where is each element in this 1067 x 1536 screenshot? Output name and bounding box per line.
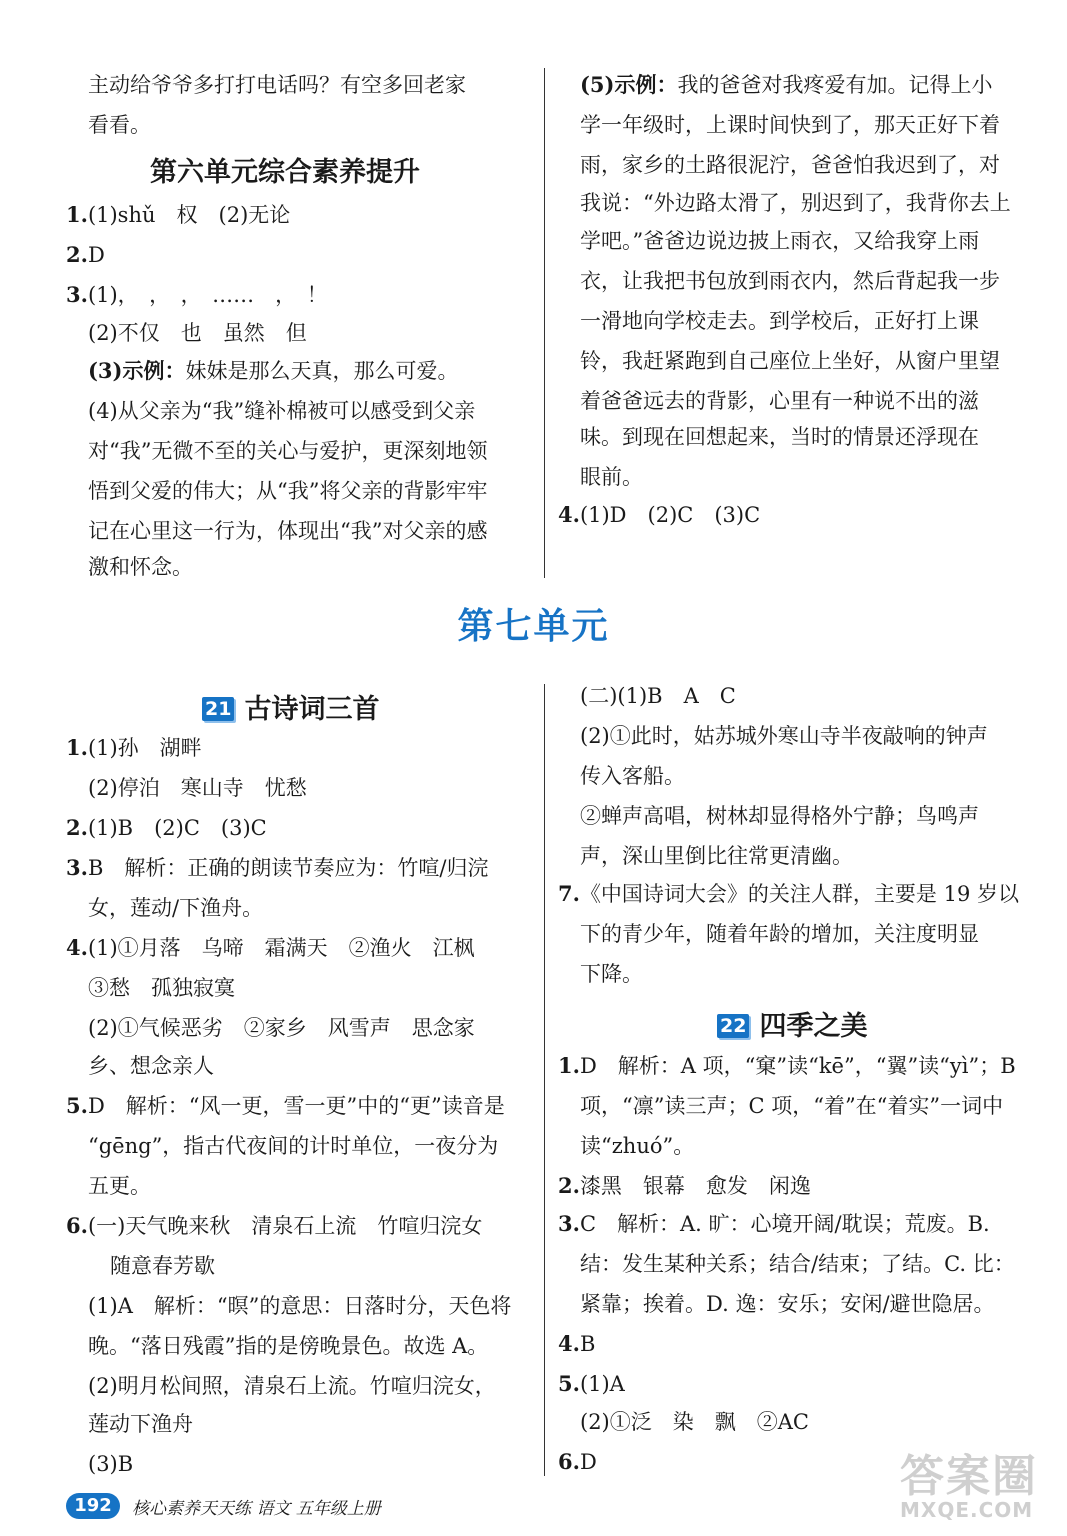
answer-line: (1)A 解析：“暝”的意思：日落时分，天色将 xyxy=(88,1294,512,1318)
item-text: C 解析：A. 旷：心境开阔/耽误；荒废。B. xyxy=(579,1212,990,1236)
page-number: 192 xyxy=(66,1493,120,1519)
item-number: 3. xyxy=(66,855,88,880)
lesson-number-badge: 22 xyxy=(717,1014,749,1038)
answer-line: 激和怀念。 xyxy=(88,555,193,579)
answer-line: (2)停泊 寒山寺 忧愁 xyxy=(88,776,307,800)
item-number: 1. xyxy=(66,202,88,227)
answer-line: (3)B xyxy=(88,1452,134,1476)
item-number: 1. xyxy=(558,1053,580,1078)
item-text: (一)天气晚来秋 清泉石上流 竹喧归浣女 xyxy=(87,1214,483,1238)
top-right-column xyxy=(558,70,1028,540)
answer-line: (4)从父亲为“我”缝补棉被可以感受到父亲 xyxy=(88,399,476,423)
answer-line: 铃，我赶紧跑到自己座位上坐好，从窗户里望 xyxy=(580,349,1000,373)
lesson-title: 古诗词三首 xyxy=(244,694,380,725)
answer-line xyxy=(66,1211,482,1241)
text-line: 看看。 xyxy=(88,113,151,137)
answer-line: 我说：“外边路太滑了，别迟到了，我背你去上 xyxy=(580,191,1011,215)
item-text: D xyxy=(579,1450,597,1474)
answer-line: “gēng”，指古代夜间的计时单位，一夜分为 xyxy=(88,1134,499,1158)
item-text: 《中国诗词大会》的关注人群，主要是 19 岁以 xyxy=(579,882,1020,906)
answer-line: 味。到现在回想起来，当时的情景还浮现在 xyxy=(580,425,979,449)
item-number: 6. xyxy=(558,1449,580,1474)
item-number: 4. xyxy=(558,1331,580,1356)
answer-line: 对“我”无微不至的关心与爱护，更深刻地领 xyxy=(88,439,488,463)
answer-line: 结：发生某种关系；结合/结束；了结。C. 比： xyxy=(580,1252,1015,1276)
item-number: 4. xyxy=(558,502,580,527)
item-text: B 解析：正确的朗读节奏应为：竹喧/归浣 xyxy=(87,856,489,880)
answer-line: 悟到父爱的伟大；从“我”将父亲的背影牢牢 xyxy=(88,479,488,503)
item-number: 5. xyxy=(558,1371,580,1396)
section-title: 第六单元综合素养提升 xyxy=(150,157,420,188)
unit-title: 第七单元 xyxy=(457,606,610,647)
example-label: (5)示例： xyxy=(580,72,678,97)
answer-line xyxy=(558,1209,990,1239)
watermark-logo xyxy=(900,1440,1060,1532)
answer-line xyxy=(66,280,328,310)
item-text: B xyxy=(579,1332,596,1356)
answer-line: 女，莲动/下渔舟。 xyxy=(88,896,264,920)
answer-line: 莲动下渔舟 xyxy=(88,1412,193,1436)
answer-line xyxy=(558,1171,811,1201)
text-line: 主动给爷爷多打打电话吗？有空多回老家 xyxy=(88,73,466,97)
answer-line xyxy=(88,356,458,386)
item-text: (1)①月落 乌啼 霜满天 ②渔火 江枫 xyxy=(87,936,475,960)
item-text: 我的爸爸对我疼爱有加。记得上小 xyxy=(677,73,993,97)
lesson-21-answers xyxy=(66,733,536,1493)
answer-line: 随意春芳歇 xyxy=(110,1254,215,1278)
item-text: 妹妹是那么天真，那么可爱。 xyxy=(185,359,459,383)
item-number: 3. xyxy=(66,282,88,307)
answer-line: (2)①泛 染 飘 ②AC xyxy=(580,1410,809,1434)
item-text: (1)A xyxy=(579,1372,625,1396)
answer-line xyxy=(558,1447,597,1477)
item-text: D xyxy=(87,243,105,267)
answer-line: 声，深山里倒比往常更清幽。 xyxy=(580,844,853,868)
answer-line: 项，“凛”读三声；C 项，“着”在“着实”一词中 xyxy=(580,1094,1004,1118)
answer-line: 一滑地向学校走去。到学校后，正好打上课 xyxy=(580,309,979,333)
answer-line: 记在心里这一行为，体现出“我”对父亲的感 xyxy=(88,519,488,543)
answer-line: 学吧。”爸爸边说边披上雨衣，又给我穿上雨 xyxy=(580,229,980,253)
lesson-title: 四季之美 xyxy=(759,1011,868,1042)
item-text: (1)D (2)C (3)C xyxy=(579,503,761,527)
answer-line: ②蝉声高唱，树林却显得格外宁静；鸟鸣声 xyxy=(580,804,979,828)
answer-line: (2)①此时，姑苏城外寒山寺半夜敲响的钟声 xyxy=(580,724,988,748)
answer-line: 雨，家乡的土路很泥泞，爸爸怕我迟到了，对 xyxy=(580,153,1000,177)
lesson-number-badge: 21 xyxy=(202,697,234,721)
answer-line: ③愁 孤独寂寞 xyxy=(88,976,235,1000)
item-number: 5. xyxy=(66,1093,88,1118)
answer-line xyxy=(66,200,290,230)
item-number: 3. xyxy=(558,1211,580,1236)
item-number: 6. xyxy=(66,1213,88,1238)
item-text: (1)B (2)C (3)C xyxy=(87,816,267,840)
answer-line: 下的青少年，随着年龄的增加，关注度明显 xyxy=(580,922,979,946)
lesson-21-heading xyxy=(202,687,379,726)
item-text: (1)shǔ 权 (2)无论 xyxy=(87,203,291,227)
column-divider xyxy=(544,68,545,578)
item-number: 1. xyxy=(66,735,88,760)
answer-line: 着爸爸远去的背影，心里有一种说不出的滋 xyxy=(580,389,979,413)
answer-line: (2)明月松间照，清泉石上流。竹喧归浣女， xyxy=(88,1374,496,1398)
answer-line: 五更。 xyxy=(88,1174,151,1198)
item-number: 2. xyxy=(66,815,88,840)
column-divider xyxy=(544,684,545,1476)
example-label: (3)示例： xyxy=(88,358,186,383)
item-number: 7. xyxy=(558,881,580,906)
answer-line xyxy=(66,853,488,883)
item-text: (1)孙 湖畔 xyxy=(87,736,202,760)
answer-line: 乡、想念亲人 xyxy=(88,1054,214,1078)
answer-line: (2)不仅 也 虽然 但 xyxy=(88,321,307,345)
answer-line: 晚。“落日残霞”指的是傍晚景色。故选 A。 xyxy=(88,1334,489,1358)
answer-line: 衣，让我把书包放到雨衣内，然后背起我一步 xyxy=(580,269,1000,293)
answer-line xyxy=(558,500,760,530)
top-left-answers xyxy=(66,200,536,590)
answer-line xyxy=(66,1091,505,1121)
item-number: 4. xyxy=(66,935,88,960)
answer-line: (2)①气候恶劣 ②家乡 风雪声 思念家 xyxy=(88,1016,475,1040)
answer-line xyxy=(66,933,475,963)
item-text: D 解析：“风一更，雪一更”中的“更”读音是 xyxy=(87,1094,505,1118)
answer-line xyxy=(580,70,992,100)
item-number: 2. xyxy=(66,242,88,267)
item-text: D 解析：A 项，“窠”读“kē”，“翼”读“yì”；B xyxy=(579,1054,1016,1078)
answer-line xyxy=(66,240,105,270)
answer-line: 传入客船。 xyxy=(580,764,685,788)
answer-line: 下降。 xyxy=(580,962,643,986)
answer-line: 眼前。 xyxy=(580,465,643,489)
answer-line: 学一年级时，上课时间快到了，那天正好下着 xyxy=(580,113,1000,137)
item-text: (1)， ， ， …… ， ！ xyxy=(87,283,328,307)
answer-line: 读“zhuó”。 xyxy=(580,1134,695,1158)
watermark-text-top: 答案圈 xyxy=(900,1451,1038,1502)
lower-right-answers xyxy=(558,681,1028,1001)
lesson-22-heading xyxy=(717,1004,867,1043)
watermark-text-bottom: MXQE.COM xyxy=(900,1498,1034,1522)
answer-line xyxy=(66,813,267,843)
lesson-22-answers xyxy=(558,1051,1038,1481)
answer-line xyxy=(558,1369,625,1399)
answer-line xyxy=(558,1329,595,1359)
answer-line xyxy=(558,1051,1016,1081)
item-number: 2. xyxy=(558,1173,580,1198)
answer-line xyxy=(558,879,1019,909)
answer-line: 紧靠；挨着。D. 逸：安乐；安闲/避世隐居。 xyxy=(580,1292,995,1316)
answer-line: (二)(1)B A C xyxy=(580,684,736,708)
answer-line xyxy=(66,733,202,763)
book-title: 核心素养天天练 语文 五年级上册 xyxy=(132,1499,381,1519)
item-text: 漆黑 银幕 愈发 闲逸 xyxy=(579,1174,811,1198)
